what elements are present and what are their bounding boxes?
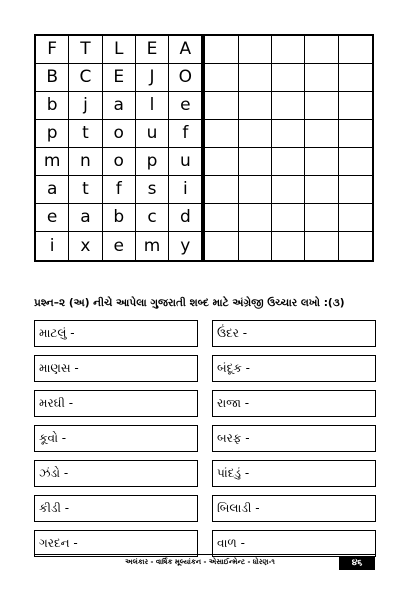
grid-cell: F: [36, 36, 69, 64]
grid-cell: t: [69, 176, 102, 204]
letter-grid: [34, 34, 374, 262]
grid-cell: a: [69, 204, 102, 232]
grid-cell: C: [69, 64, 102, 92]
grid-empty-cell[interactable]: [205, 64, 238, 92]
answer-box-left[interactable]: કૂવો -: [34, 425, 198, 452]
answer-box-right[interactable]: વાળ -: [212, 530, 376, 557]
grid-cell: x: [69, 232, 102, 260]
grid-empty-cell[interactable]: [305, 148, 338, 176]
grid-empty-cell[interactable]: [272, 92, 305, 120]
grid-cell: A: [169, 36, 202, 64]
grid-cell: L: [103, 36, 136, 64]
grid-empty-cell[interactable]: [205, 148, 238, 176]
grid-empty-cell[interactable]: [339, 36, 372, 64]
grid-empty-cell[interactable]: [305, 204, 338, 232]
grid-cell: c: [136, 204, 169, 232]
answer-box-left[interactable]: માટલું -: [34, 320, 198, 347]
answer-box-right[interactable]: બિલાડી -: [212, 495, 376, 522]
page-number: ૪૬: [339, 556, 375, 570]
grid-empty-cell[interactable]: [272, 176, 305, 204]
grid-cell: y: [169, 232, 202, 260]
grid-empty-cell[interactable]: [272, 232, 305, 260]
grid-cell: n: [69, 148, 102, 176]
grid-cell: E: [136, 36, 169, 64]
grid-cell: T: [69, 36, 102, 64]
grid-cell: i: [169, 176, 202, 204]
grid-empty-cell[interactable]: [305, 64, 338, 92]
grid-empty-cell[interactable]: [239, 64, 272, 92]
grid-cell: u: [169, 148, 202, 176]
answer-box-left[interactable]: કીડી -: [34, 495, 198, 522]
grid-empty-cell[interactable]: [205, 120, 238, 148]
answer-box-right[interactable]: બરફ -: [212, 425, 376, 452]
grid-cell: u: [136, 120, 169, 148]
grid-empty-cell[interactable]: [339, 64, 372, 92]
grid-cell: l: [136, 92, 169, 120]
grid-empty-cell[interactable]: [272, 36, 305, 64]
grid-cell: B: [36, 64, 69, 92]
grid-cell: f: [169, 120, 202, 148]
answer-box-right[interactable]: પાંદડું -: [212, 460, 376, 487]
grid-cell: o: [103, 148, 136, 176]
grid-empty-cell[interactable]: [305, 176, 338, 204]
grid-cell: E: [103, 64, 136, 92]
grid-empty-cell[interactable]: [205, 36, 238, 64]
footer-divider: [34, 554, 376, 555]
grid-cell: o: [103, 120, 136, 148]
grid-cell: e: [103, 232, 136, 260]
grid-cell: b: [103, 204, 136, 232]
grid-empty-cell[interactable]: [205, 232, 238, 260]
grid-empty-cell[interactable]: [339, 92, 372, 120]
grid-empty-cell[interactable]: [239, 120, 272, 148]
grid-cell: j: [69, 92, 102, 120]
grid-empty-cell[interactable]: [205, 92, 238, 120]
grid-empty-cell[interactable]: [305, 92, 338, 120]
grid-cell: a: [103, 92, 136, 120]
grid-empty-cell[interactable]: [339, 176, 372, 204]
grid-empty-cell[interactable]: [205, 204, 238, 232]
grid-empty-cell[interactable]: [239, 36, 272, 64]
grid-empty-cell[interactable]: [305, 36, 338, 64]
grid-empty-cell[interactable]: [239, 204, 272, 232]
grid-cell: t: [69, 120, 102, 148]
grid-empty-cell[interactable]: [272, 204, 305, 232]
question-heading: પ્રશ્ન–૨ (અ) નીચે આપેલા ગુજરાતી શબ્દ માટે અંગ્રેજી ઉચ્ચાર લખો :(૩): [34, 297, 345, 309]
grid-empty-cell[interactable]: [272, 120, 305, 148]
grid-cell: m: [36, 148, 69, 176]
answer-box-right[interactable]: રાજા -: [212, 390, 376, 417]
grid-empty-cell[interactable]: [305, 232, 338, 260]
grid-cell: p: [136, 148, 169, 176]
grid-empty-cell[interactable]: [239, 176, 272, 204]
grid-empty-cell[interactable]: [239, 232, 272, 260]
grid-empty-cell[interactable]: [339, 204, 372, 232]
answer-box-right[interactable]: બંદૂક -: [212, 355, 376, 382]
grid-empty-cell[interactable]: [339, 120, 372, 148]
grid-cell: e: [169, 92, 202, 120]
grid-empty-cell[interactable]: [305, 120, 338, 148]
answer-box-left[interactable]: ગરદન -: [34, 530, 198, 557]
grid-cell: e: [36, 204, 69, 232]
grid-cell: O: [169, 64, 202, 92]
grid-cell: d: [169, 204, 202, 232]
grid-empty-cell[interactable]: [272, 64, 305, 92]
grid-cell: J: [136, 64, 169, 92]
grid-cell: f: [103, 176, 136, 204]
grid-cell: p: [36, 120, 69, 148]
grid-cell: i: [36, 232, 69, 260]
grid-empty-cell[interactable]: [339, 148, 372, 176]
grid-empty-cell[interactable]: [339, 232, 372, 260]
grid-empty-cell[interactable]: [239, 148, 272, 176]
footer-text: અલંકાર - વાર્ષિક મૂલ્યાંકન - એસાઈન્મેન્ટ - ધોરણ-૧: [125, 558, 275, 566]
answer-box-left[interactable]: ઝંડો -: [34, 460, 198, 487]
grid-empty-cell[interactable]: [205, 176, 238, 204]
grid-empty-cell[interactable]: [239, 92, 272, 120]
answer-box-right[interactable]: ઉંદર -: [212, 320, 376, 347]
answer-box-left[interactable]: માણસ -: [34, 355, 198, 382]
grid-cell: b: [36, 92, 69, 120]
grid-cell: s: [136, 176, 169, 204]
grid-cell: m: [136, 232, 169, 260]
grid-cell: a: [36, 176, 69, 204]
answer-box-left[interactable]: મરઘી -: [34, 390, 198, 417]
grid-empty-cell[interactable]: [272, 148, 305, 176]
